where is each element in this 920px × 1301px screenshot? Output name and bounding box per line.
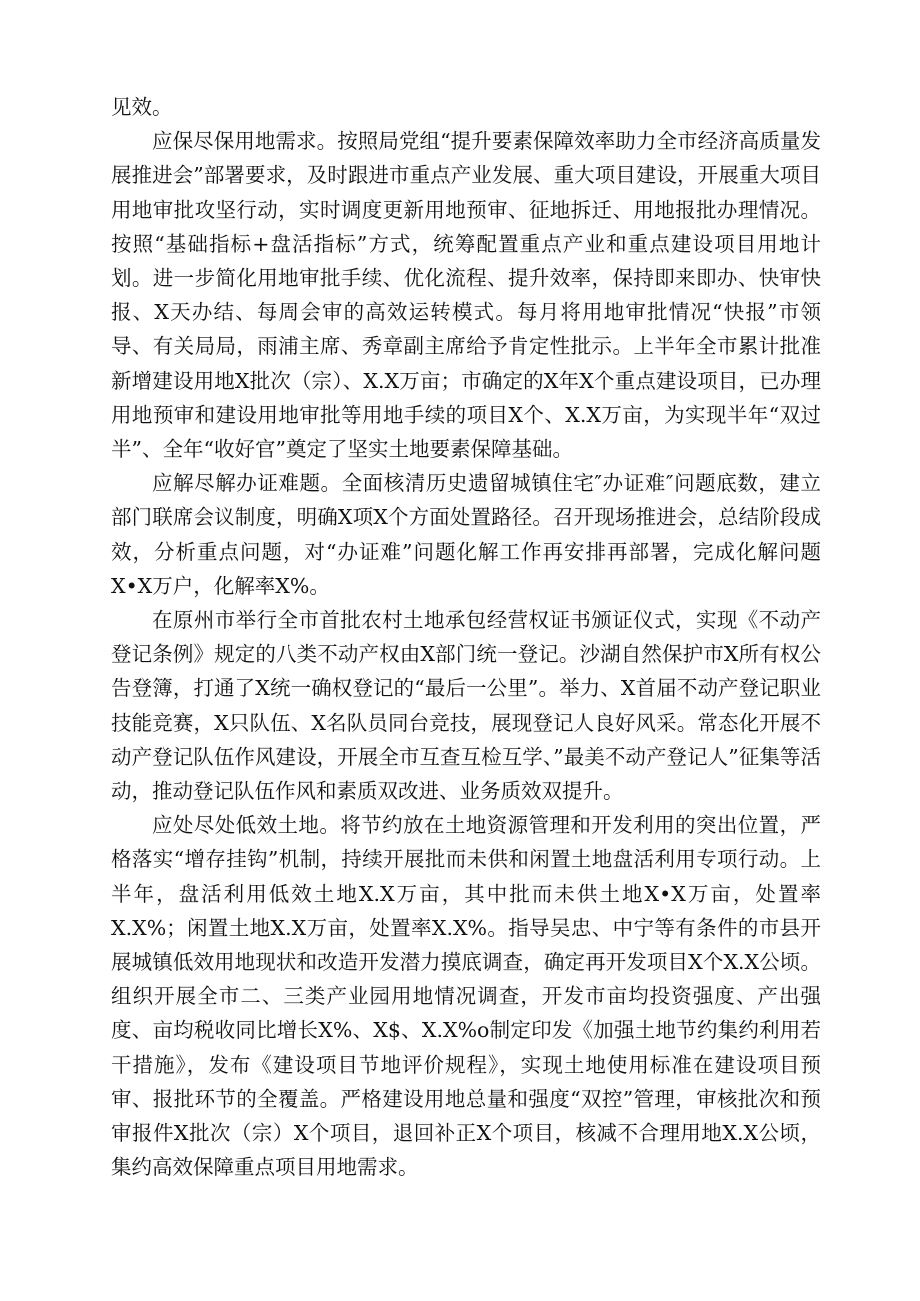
paragraph-inefficient-land: 应处尽处低效土地。将节约放在土地资源管理和开发利用的突出位置，严格落实“增存挂钩”机制，持续开展批而未供和闲置土地盘活利用专项行动。上半年，盘活利用低效土地X.X万亩，其中批而未供土地X•X万亩，处置率X.X%；闲置土地X.X万亩，处置率X.X%。指导吴忠、中宁等有条件的市县开展城镇低效用地现状和改造开发潜力摸底调查，确定再开发项目X个X.X公顷。组织开展全市二、三类产业园用地情况调查，开发市亩均投资强度、产出强度、亩均税收同比增长X%、X$、X.X%o制定印发《加强土地节约集约利用若干措施》，发布《建设项目节地评价规程》，实现土地使用标准在建设项目预审、报批环节的全覆盖。严格建设用地总量和强度“双控”管理，审核批次和预审报件X批次（宗）X个项目，退回补正X个项目，核减不合理用地X.X公顷，集约高效保障重点项目用地需求。 — [111, 813, 821, 1180]
paragraph-registration: 在原州市举行全市首批农村土地承包经营权证书颁证仪式，实现《不动产登记条例》规定的八类不动产权由X部门统一登记。沙湖自然保护市X所有权公告登簿，打通了X统一确权登记的“最后一公里”。举力、X首届不动产登记职业技能竞赛，X只队伍、X名队员同台竞技，展现登记人良好风采。常态化开展不动产登记队伍作风建设，开展全市互查互检互学、”最美不动产登记人”征集等活动，推动登记队伍作风和素质双改进、业务质效双提升。 — [111, 608, 821, 804]
document-body — [111, 90, 821, 1185]
paragraph-land-demand: 应保尽保用地需求。按照局党组“提升要素保障效率助力全市经济高质量发展推进会”部署要求，及时跟进市重点产业发展、重大项目建设，开展重大项目用地审批攻坚行动，实时调度更新用地预审、征地拆迁、用地报批办理情况。按照“基础指标+盘活指标”方式，统筹配置重点产业和重点建设项目用地计划。进一步简化用地审批手续、优化流程、提升效率，保持即来即办、快审快报、X天办结、每周会审的高效运转模式。每月将用地审批情况“快报”市领导、有关局局，雨浦主席、秀章副主席给予肯定性批示。上半年全市累计批准新增建设用地X批次（宗）、X.X万亩；市确定的X年X个重点建设项目，已办理用地预审和建设用地审批等用地手续的项目X个、X.X万亩，为实现半年“双过半”、全年“收好官”奠定了坚实土地要素保障基础。 — [111, 129, 821, 462]
paragraph-certificate-issues: 应解尽解办证难题。全面核清历史遗留城镇住宅″办证难″问题底数，建立部门联席会议制度，明确X项X个方面处置路径。召开现场推进会，总结阶段成效，分析重点问题，对“办证难”问题化解工作再安排再部署，完成化解问题X•X万户，化解率X%。 — [111, 471, 821, 598]
paragraph-continuation: 见效。 — [111, 95, 173, 119]
